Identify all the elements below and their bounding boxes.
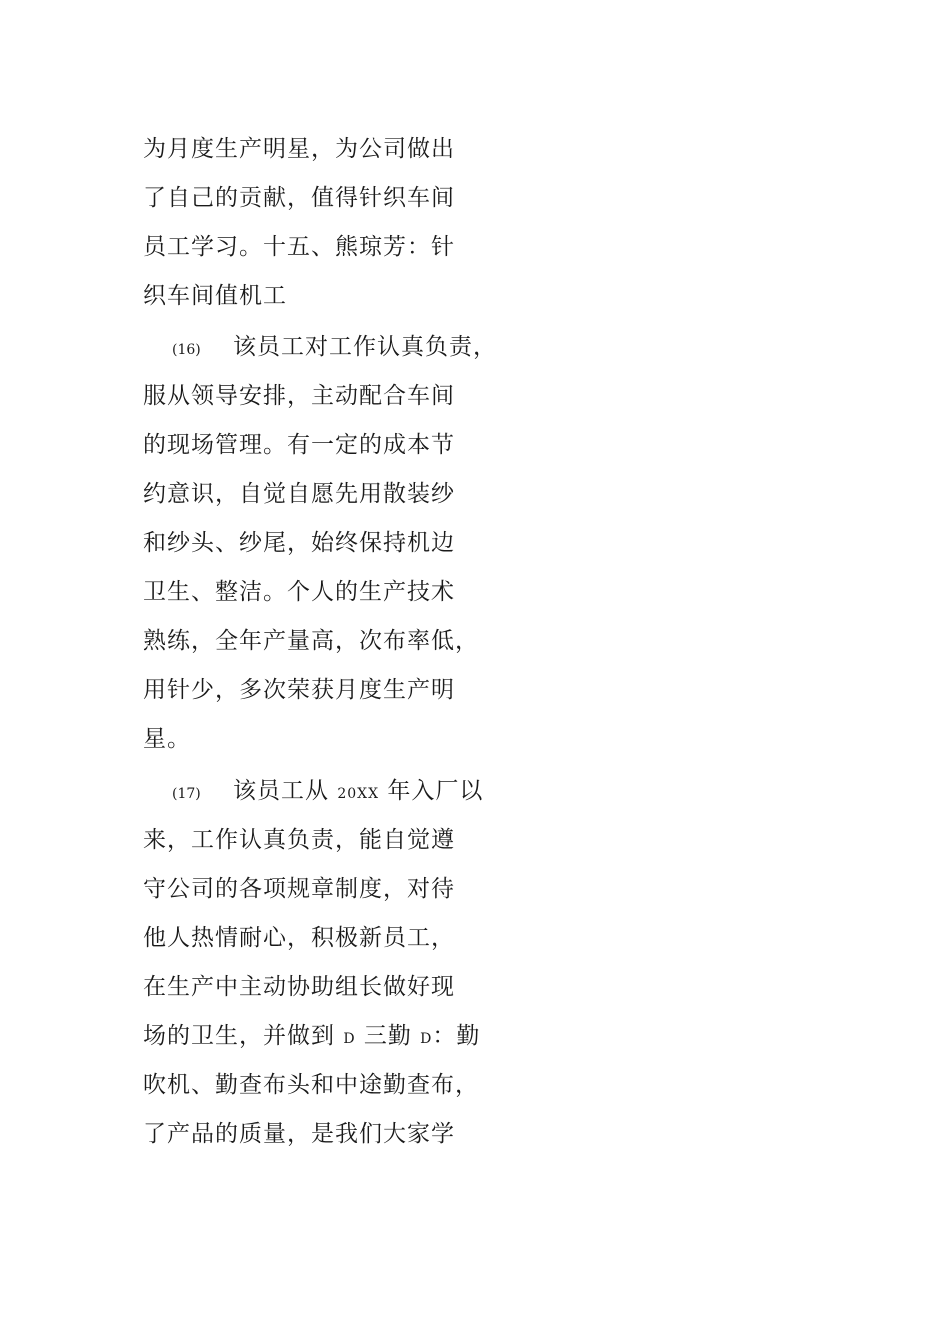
paragraph-line: 约意识，自觉自愿先用散装纱 <box>143 481 455 507</box>
text-segment: ：勤 <box>432 1023 481 1049</box>
paragraph-line: 吹机、勤查布头和中途勤查布， <box>143 1072 479 1098</box>
text-segment: 三勤 <box>355 1023 421 1049</box>
paragraph-line <box>233 771 483 811</box>
paragraph-line: 了自己的贡献，值得针织车间 <box>143 185 455 211</box>
quote-mark: D <box>343 1031 356 1047</box>
quote-mark: D <box>420 1031 433 1047</box>
paragraph-line: 在生产中主动协助组长做好现 <box>143 974 455 1000</box>
paragraph-line: 他人热情耐心，积极新员工， <box>143 925 455 951</box>
paragraph-line: 卫生、整洁。个人的生产技术 <box>143 579 455 605</box>
paragraph-line: 的现场管理。有一定的成本节 <box>143 432 455 458</box>
text-segment: 该员工从 <box>233 778 338 804</box>
year-text: 20XX <box>337 786 380 802</box>
paragraph-line: 了产品的质量，是我们大家学 <box>143 1121 455 1147</box>
paragraph-line: 用针少，多次荣获月度生产明 <box>143 677 455 703</box>
item-number: (16) <box>172 342 201 358</box>
paragraph-line <box>143 1016 480 1056</box>
paragraph-line: 服从领导安排，主动配合车间 <box>143 383 455 409</box>
paragraph-line: 熟练，全年产量高，次布率低， <box>143 628 479 654</box>
paragraph-line: 员工学习。十五、熊琼芳：针 <box>143 234 455 260</box>
item-number: (17) <box>172 786 201 802</box>
paragraph-line: 来，工作认真负责，能自觉遵 <box>143 827 455 853</box>
paragraph-line: 星。 <box>143 726 191 752</box>
paragraph-line: 为月度生产明星，为公司做出 <box>143 136 455 162</box>
paragraph-line: 该员工对工作认真负责， <box>233 334 497 360</box>
paragraph-line: 织车间值机工 <box>143 283 287 309</box>
paragraph-line: 守公司的各项规章制度，对待 <box>143 876 455 902</box>
text-segment: 年入厂以 <box>379 778 484 804</box>
paragraph-line: 和纱头、纱尾，始终保持机边 <box>143 530 455 556</box>
text-segment: 场的卫生，并做到 <box>143 1023 344 1049</box>
